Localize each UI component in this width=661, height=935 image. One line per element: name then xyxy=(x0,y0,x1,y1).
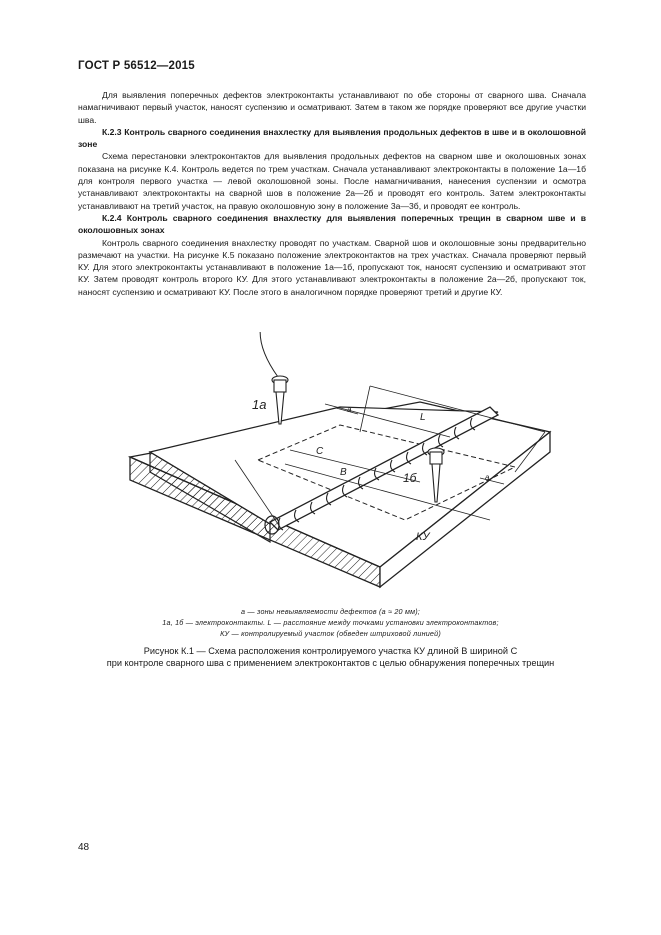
document-body xyxy=(78,89,586,298)
paragraph: Для выявления поперечных дефектов электроконтакты устанавливают по обе стороны от сварного шва. Сначала намагничивают первый участок, наносят суспензию и осматривают. Затем в таком же порядке проверяют все другие участки шва. xyxy=(78,90,586,125)
label-B: В xyxy=(340,467,347,478)
page-number: 48 xyxy=(78,842,90,853)
label-a-right: а xyxy=(485,473,490,482)
figure-caption xyxy=(0,645,661,669)
paragraph: Контроль сварного соединения внахлестку проводят по участкам. Сварной шов и околошовные зоны предварительно размечают на участки. На рисунке К.5 показано положение электроконтактов на трех участках. Сначала проверяют первый КУ. Для этого электроконтакты устанавливают в положение 1а—1б, пропускают ток, наносят суспензию и осматривают этот КУ. Затем проводят контроль второго КУ. Для этого устанавливают электроконтакты в положение 2а—2б, пропускают ток, наносят суспензию и осматривают КУ. После этого в аналогичном порядке проверяют третий и другие КУ. xyxy=(78,237,586,297)
label-1b: 1б xyxy=(403,471,417,485)
figure-legend xyxy=(0,606,661,639)
weld-diagram-drawing xyxy=(120,332,560,600)
legend-line: КУ — контролируемый участок (обведен штриховой линией) xyxy=(220,629,441,638)
caption-line: при контроле сварного шва с применением электроконтактов с целью обнаружения поперечных трещин xyxy=(106,658,555,668)
figure-weld-diagram xyxy=(120,332,560,600)
label-1a: 1а xyxy=(252,397,267,412)
document-header: ГОСТ Р 56512—2015 xyxy=(78,60,195,72)
section-heading-k24: К.2.4 Контроль сварного соединения внахлестку для выявления поперечных трещин в сварном шве и в околошовных зонах xyxy=(78,212,586,236)
caption-line: Рисунок К.1 — Схема расположения контролируемого участка КУ длиной В шириной С xyxy=(143,646,518,656)
label-ku: КУ xyxy=(416,531,430,543)
legend-line: 1а, 1б — электроконтакты. L — расстояние между точками установки электроконтактов; xyxy=(162,618,499,627)
legend-line: а — зоны невыявляемости дефектов (а ≈ 20 мм); xyxy=(241,607,420,616)
paragraph: Схема перестановки электроконтактов для выявления продольных дефектов на сварном шве и околошовных зонах показана на рисунке К.4. Контроль ведется по трем участкам. Сначала устанавливают электроконтакты в положение 1а—1б для контроля первого участка — левой околошовной зоны. После намагничивания, нанесения суспензии и осмотра устанавливают электроконтакты на сварной шов в положение 2а—2б и проводят его контроль. Затем электроконтакты устанавливают на третий участок, на правую околошовную зону в положение 3а—3б, и проводят ее контроль. xyxy=(78,151,586,211)
label-C: С xyxy=(316,446,324,457)
label-a-top: а xyxy=(347,405,352,414)
section-heading-k23: К.2.3 Контроль сварного соединения внахлестку для выявления продольных дефектов в шве и в околошовной зоне xyxy=(78,126,586,150)
label-L: L xyxy=(420,412,426,423)
